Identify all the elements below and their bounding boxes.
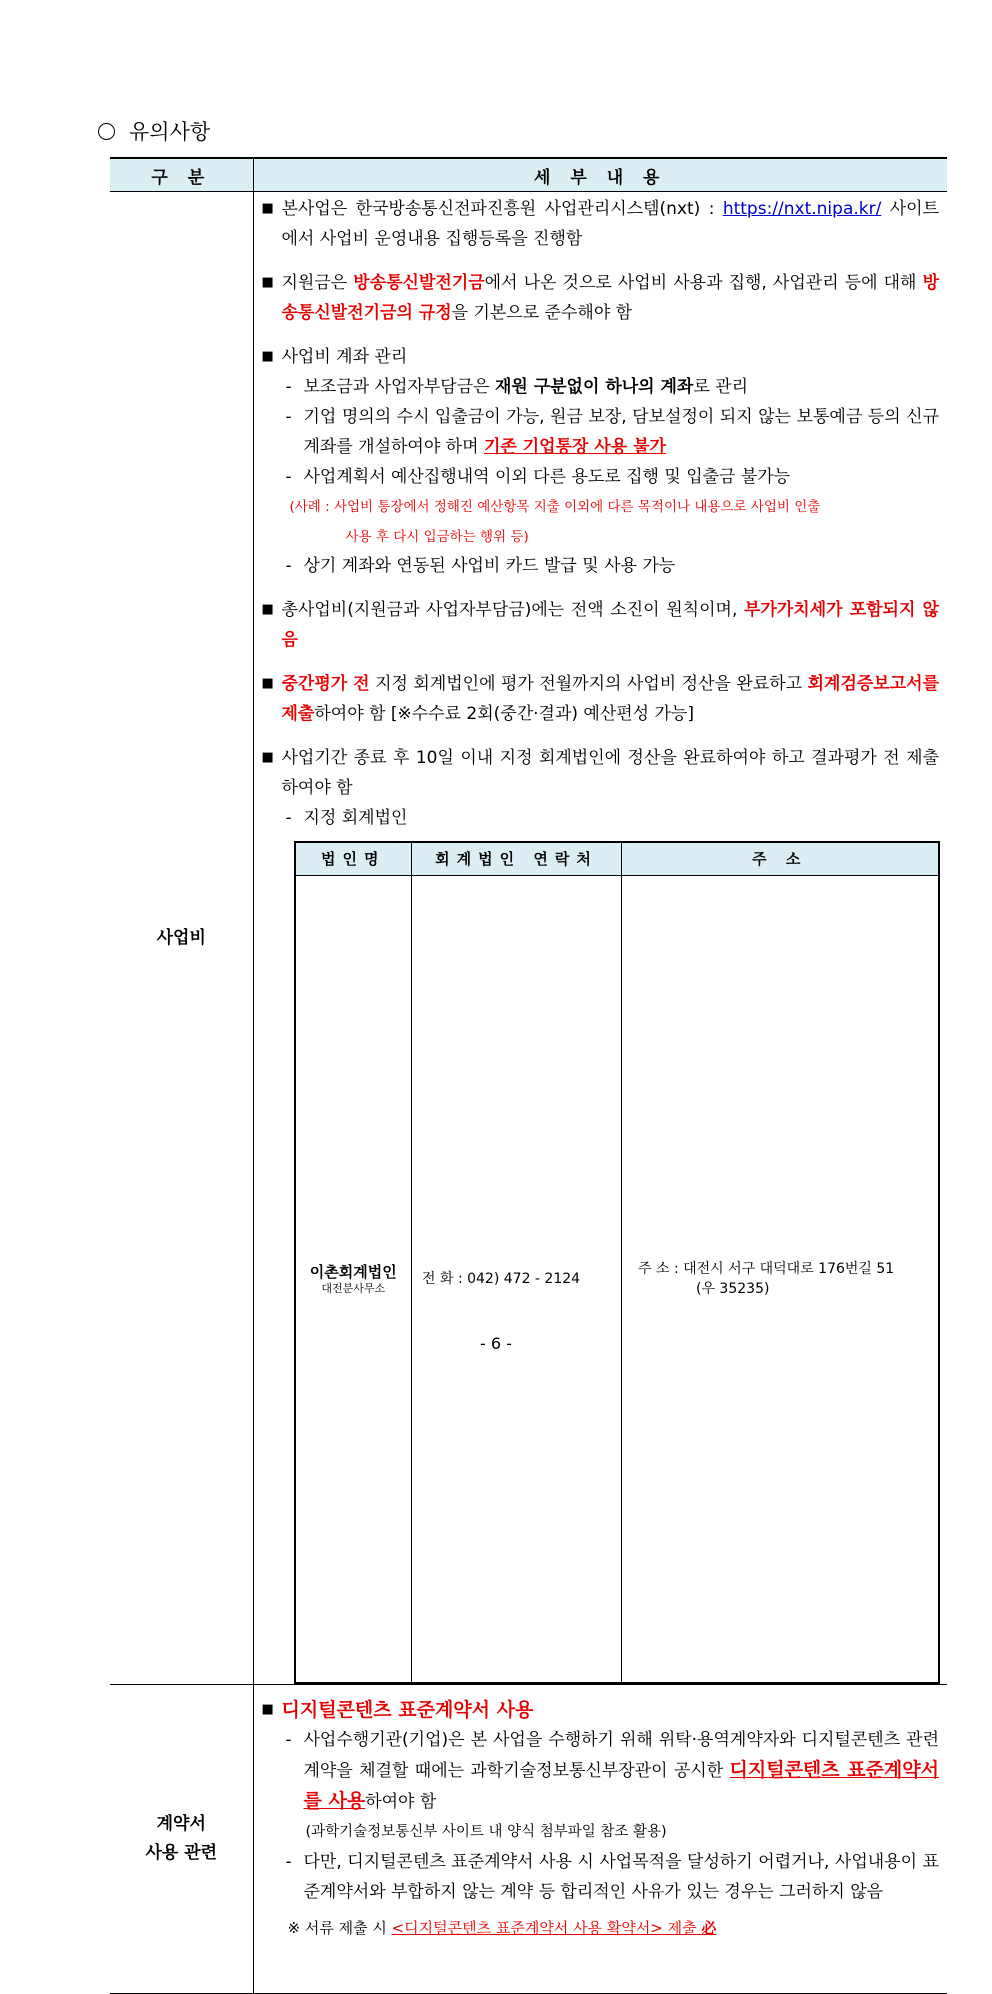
- firm-table: [294, 841, 940, 1684]
- example-line-1: (사례 : 사업비 통장에서 정해진 예산항목 지출 이외에 다른 목적이나 내용으로 사업비 인출: [289, 499, 821, 515]
- table-row: [295, 876, 939, 1684]
- firm-header-address: 주 소: [622, 842, 939, 876]
- dash-new-account: - 기업 명의의 수시 입출금이 가능, 원금 보장, 담보설정이 되지 않는 보통예금 등의 신규계좌를 개설하여야 하며 기존 기업통장 사용 불가: [262, 402, 940, 462]
- bullet-fund: ■ 지원금은 방송통신발전기금에서 나온 것으로 사업비 사용과 집행, 사업관리 등에 대해 방송통신발전기금의 규정을 기본으로 준수해야 함: [262, 268, 940, 328]
- category-contract: 계약서 사용 관련: [110, 1685, 253, 1994]
- firm-address: 주 소 : 대전시 서구 대덕대로 176번길 51 (우 35235): [622, 876, 939, 1684]
- submission-note: ※ 서류 제출 시 <디지털콘텐츠 표준계약서 사용 확약서> 제출 必: [287, 1919, 717, 1937]
- example-line-2: 사용 후 다시 입금하는 행위 등): [345, 529, 529, 545]
- bullet-vat: ■ 총사업비(지원금과 사업자부담금)에는 전액 소진이 원칙이며, 부가가치세가 포함되지 않음: [262, 595, 940, 655]
- firm-header-contact: 회계법인 연락처: [412, 842, 622, 876]
- table-row-budget: [110, 192, 947, 1685]
- details-budget: [253, 192, 947, 1685]
- bullet-system: ■ 본사업은 한국방송통신전파진흥원 사업관리시스템(nxt) : https://nxt.nipa.kr/ 사이트에서 사업비 운영내용 집행등록을 진행함: [262, 194, 940, 254]
- bullet-standard-contract: ■ 디지털콘텐츠 표준계약서 사용: [262, 1695, 940, 1725]
- section-title-text: 유의사항: [129, 120, 211, 144]
- category-budget: 사업비: [110, 192, 253, 1685]
- firm-phone: 전 화 : 042) 472 - 2124: [412, 876, 622, 1684]
- notice-table: [110, 157, 947, 1994]
- section-title: [98, 116, 210, 146]
- dash-contract-use: - 사업수행기관(기업)은 본 사업을 수행하기 위해 위탁·용역계약자와 디지털콘텐츠 관련 계약을 체결할 때에는 과학기술정보통신부장관이 공시한 디지털콘텐츠 표준계약서를 사용하여야 함: [262, 1725, 940, 1817]
- firm-name: 이촌회계법인: [309, 1263, 397, 1281]
- dash-exception: - 다만, 디지털콘텐츠 표준계약서 사용 시 사업목적을 달성하기 어렵거나, 사업내용이 표준계약서와 부합하지 않는 계약 등 합리적인 사유가 있는 경우는 그러하지 않음: [262, 1847, 940, 1907]
- firm-name-cell: [295, 876, 412, 1684]
- details-contract: [253, 1685, 947, 1994]
- header-category: 구 분: [110, 158, 253, 192]
- bullet-account: ■ 사업비 계좌 관리: [262, 342, 940, 372]
- firm-branch: 대전분사무소: [321, 1282, 386, 1295]
- header-details: 세 부 내 용: [253, 158, 947, 192]
- firm-header-name: 법인명: [295, 842, 412, 876]
- dash-usage-limit: - 사업계획서 예산집행내역 이외 다른 용도로 집행 및 입출금 불가능: [262, 462, 940, 492]
- dash-card: - 상기 계좌와 연동된 사업비 카드 발급 및 사용 가능: [262, 551, 940, 581]
- circle-bullet-icon: [98, 123, 115, 140]
- page-number: - 6 -: [480, 1334, 512, 1353]
- reference-note: (과학기술정보통신부 사이트 내 양식 첨부파일 참조 활용): [305, 1824, 667, 1840]
- bullet-settlement: ■ 사업기간 종료 후 10일 이내 지정 회계법인에 정산을 완료하여야 하고 결과평가 전 제출하여야 함: [262, 743, 940, 803]
- table-row-contract: [110, 1685, 947, 1994]
- nxt-link[interactable]: https://nxt.nipa.kr/: [722, 199, 882, 219]
- dash-firm: - 지정 회계법인: [262, 803, 940, 833]
- bullet-interim: ■ 중간평가 전 지정 회계법인에 평가 전월까지의 사업비 정산을 완료하고 회계검증보고서를 제출하여야 함 [※수수료 2회(중간·결과) 예산편성 가능]: [262, 669, 940, 729]
- dash-single-account: - 보조금과 사업자부담금은 재원 구분없이 하나의 계좌로 관리: [262, 372, 940, 402]
